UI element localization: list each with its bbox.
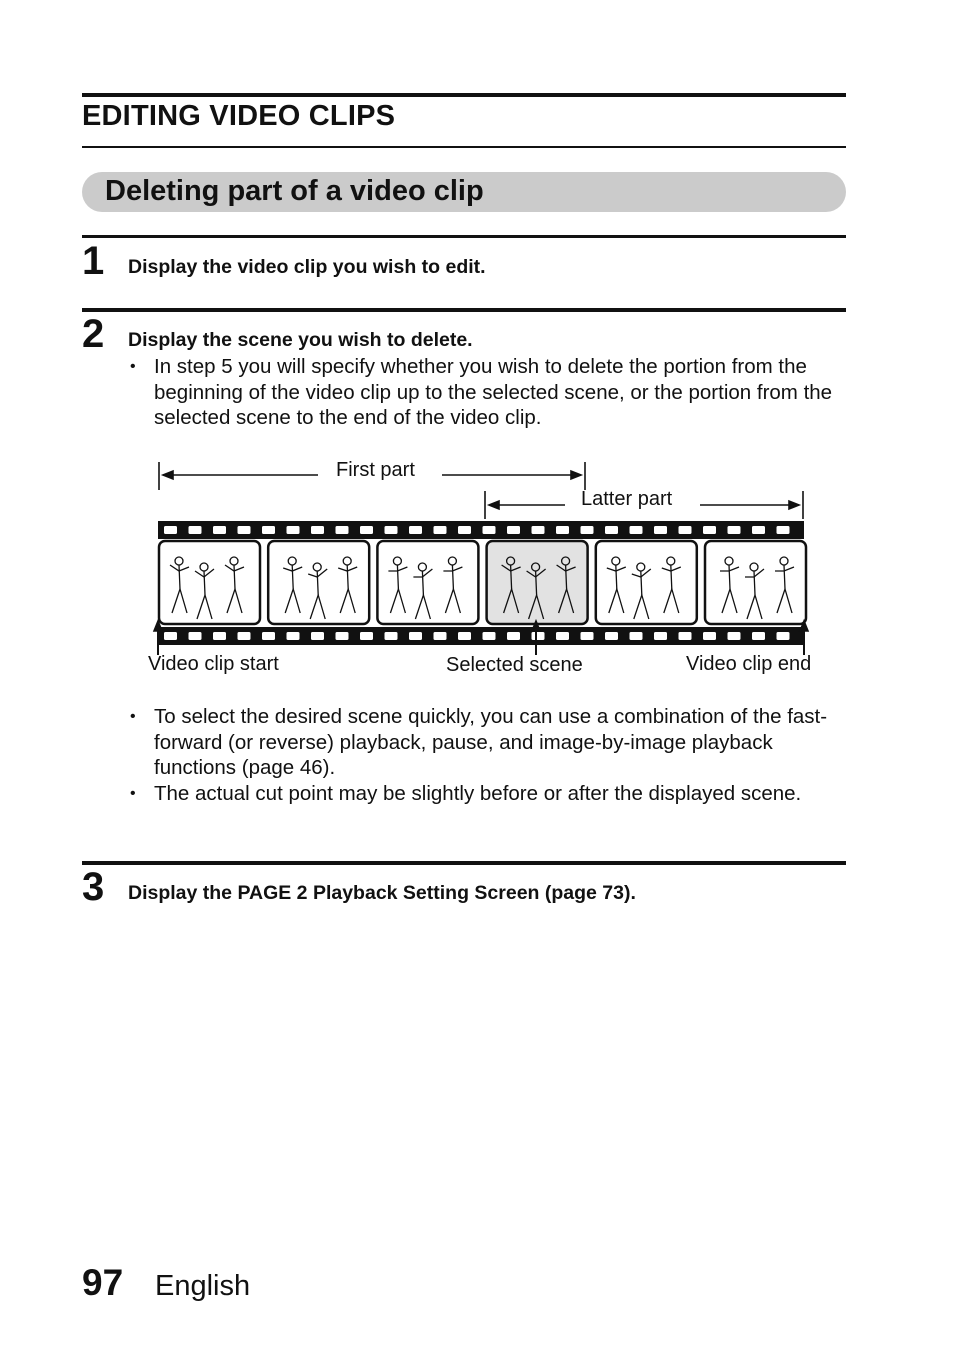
sprocket-hole <box>728 632 741 640</box>
sprocket-hole <box>630 632 643 640</box>
filmstrip-diagram <box>140 455 840 695</box>
sprocket-hole <box>238 632 251 640</box>
first-part-label: First part <box>336 459 415 481</box>
step-3-rule <box>82 861 846 865</box>
top-rule <box>82 93 846 97</box>
bullet-glyph: • <box>130 785 136 802</box>
step-2-text: Display the scene you wish to delete. <box>128 329 473 351</box>
sprocket-hole <box>679 526 692 534</box>
sprocket-hole <box>311 526 324 534</box>
sprocket-hole <box>556 632 569 640</box>
sprocket-hole <box>385 526 398 534</box>
sprocket-hole <box>752 632 765 640</box>
sprocket-hole <box>581 526 594 534</box>
sprocket-hole <box>262 526 275 534</box>
clip-end-label: Video clip end <box>686 653 812 675</box>
bullet-glyph: • <box>130 358 136 375</box>
sprocket-hole <box>654 526 667 534</box>
frame <box>268 541 369 624</box>
bullet-text: To select the desired scene quickly, you can use a combination of the fast-forward (or reverse) playback, pause, and image-by-image playback functions (page 46). <box>154 705 828 779</box>
sprocket-hole <box>630 526 643 534</box>
sprocket-hole <box>189 632 202 640</box>
sprocket-hole <box>654 632 667 640</box>
sprocket-hole <box>336 632 349 640</box>
sprocket-hole <box>483 632 496 640</box>
first-part-arrowhead-left <box>163 471 173 479</box>
sprocket-hole <box>532 632 545 640</box>
sprocket-hole <box>213 632 226 640</box>
sprocket-hole <box>752 526 765 534</box>
sprocket-hole <box>777 632 790 640</box>
selected-scene-label: Selected scene <box>446 654 583 676</box>
latter-part-label: Latter part <box>581 488 673 510</box>
sprocket-hole <box>311 632 324 640</box>
first-part-arrowhead-right <box>571 471 581 479</box>
frame <box>377 541 478 624</box>
bullet-text: In step 5 you will specify whether you wish to delete the portion from the beginning of the video clip up to the selected scene, or the portion from the selected scene to the end of the video clip. <box>154 355 833 429</box>
section-title: EDITING VIDEO CLIPS <box>82 100 396 132</box>
step-2-rule <box>82 308 846 312</box>
step-1-number: 1 <box>82 239 105 283</box>
sprocket-hole <box>287 526 300 534</box>
step-3-number: 3 <box>82 865 105 909</box>
page-number: 97 <box>82 1262 124 1303</box>
step-2-bullet-3 <box>130 781 846 807</box>
sprocket-hole <box>336 526 349 534</box>
subsection-banner <box>82 172 846 212</box>
section-rule <box>82 146 846 148</box>
sprocket-hole <box>409 526 422 534</box>
sprocket-hole <box>458 526 471 534</box>
sprocket-hole <box>581 632 594 640</box>
sprocket-hole <box>360 526 373 534</box>
sprocket-hole <box>189 526 202 534</box>
frame-border <box>268 541 369 624</box>
frame <box>159 541 260 624</box>
sprocket-hole <box>483 526 496 534</box>
sprocket-hole <box>287 632 300 640</box>
subsection-title: Deleting part of a video clip <box>105 175 484 207</box>
selected-frame <box>487 541 588 624</box>
sprocket-hole <box>532 526 545 534</box>
step-1-rule <box>82 235 846 238</box>
frame <box>705 541 806 624</box>
sprocket-hole <box>164 632 177 640</box>
language-label: English <box>155 1270 251 1302</box>
sprocket-hole <box>458 632 471 640</box>
latter-part-arrowhead-left <box>489 501 499 509</box>
latter-part-arrowhead-right <box>789 501 799 509</box>
frame <box>596 541 697 624</box>
clip-start-label: Video clip start <box>148 653 279 675</box>
frame-border <box>487 541 588 624</box>
step-2-number: 2 <box>82 312 105 356</box>
step-2-bullet-2 <box>130 704 846 781</box>
sprocket-hole <box>409 632 422 640</box>
sprocket-hole <box>434 526 447 534</box>
sprocket-hole <box>605 632 618 640</box>
sprocket-hole <box>556 526 569 534</box>
sprocket-hole <box>360 632 373 640</box>
sprocket-hole <box>728 526 741 534</box>
bullet-glyph: • <box>130 708 136 725</box>
sprocket-hole <box>507 526 520 534</box>
sprocket-hole <box>703 526 716 534</box>
sprocket-hole <box>164 526 177 534</box>
sprocket-hole <box>605 526 618 534</box>
sprocket-hole <box>777 526 790 534</box>
sprocket-hole <box>213 526 226 534</box>
step-1-text: Display the video clip you wish to edit. <box>128 256 486 278</box>
sprocket-hole <box>262 632 275 640</box>
frame-border <box>705 541 806 624</box>
sprocket-hole <box>434 632 447 640</box>
bullet-text: The actual cut point may be slightly before or after the displayed scene. <box>154 782 802 805</box>
sprocket-hole <box>385 632 398 640</box>
step-2-bullet-1 <box>130 354 846 431</box>
sprocket-hole <box>238 526 251 534</box>
sprocket-hole <box>507 632 520 640</box>
sprocket-hole <box>679 632 692 640</box>
step-3-text: Display the PAGE 2 Playback Setting Screen (page 73). <box>128 882 636 904</box>
sprocket-hole <box>703 632 716 640</box>
